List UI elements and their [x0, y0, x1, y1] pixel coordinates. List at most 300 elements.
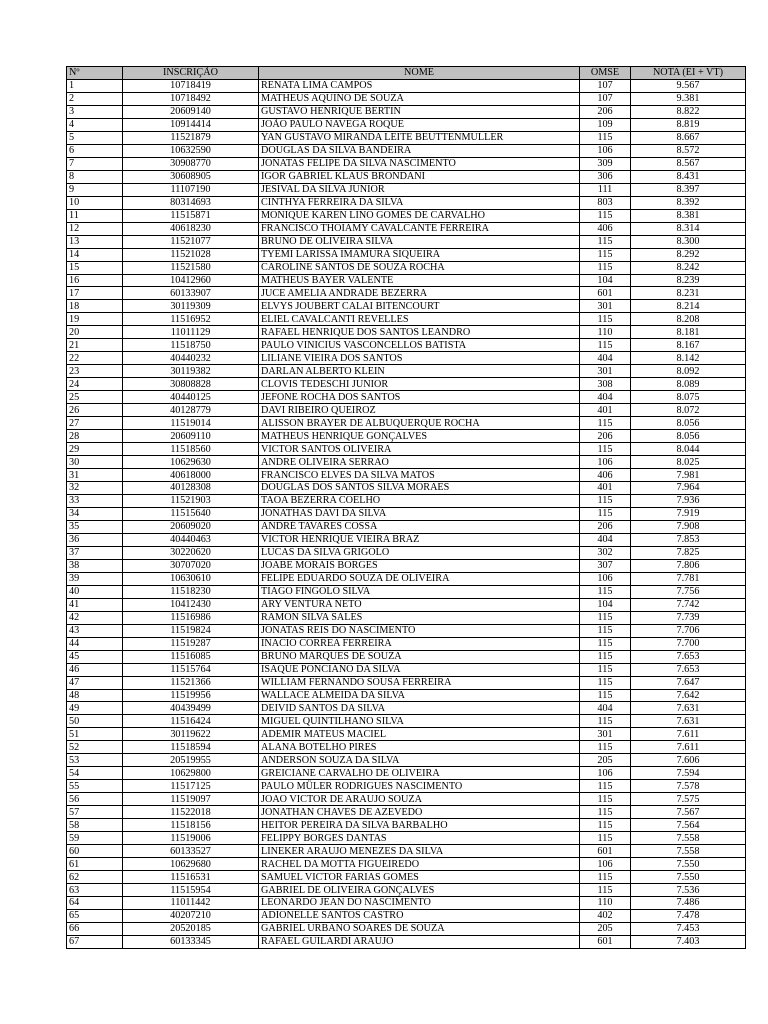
cell-nota: 7.642 [631, 689, 746, 702]
table-row [67, 546, 746, 559]
cell-nome: RENATA LIMA CAMPOS [259, 79, 580, 92]
cell-nota: 8.214 [631, 300, 746, 313]
cell-number: 28 [67, 430, 123, 443]
cell-omse: 106 [580, 456, 631, 469]
cell-number: 65 [67, 909, 123, 922]
table-row [67, 767, 746, 780]
cell-nota: 7.781 [631, 572, 746, 585]
cell-number: 61 [67, 858, 123, 871]
cell-nota: 7.936 [631, 494, 746, 507]
cell-inscricao: 11515640 [123, 507, 259, 520]
cell-inscricao: 10412430 [123, 598, 259, 611]
cell-number: 29 [67, 443, 123, 456]
table-row [67, 935, 746, 948]
cell-omse: 115 [580, 339, 631, 352]
cell-omse: 307 [580, 559, 631, 572]
cell-nota: 7.558 [631, 845, 746, 858]
cell-inscricao: 20609110 [123, 430, 259, 443]
cell-omse: 205 [580, 754, 631, 767]
cell-number: 10 [67, 196, 123, 209]
cell-omse: 309 [580, 157, 631, 170]
cell-omse: 308 [580, 378, 631, 391]
cell-inscricao: 11521580 [123, 261, 259, 274]
cell-inscricao: 20609140 [123, 105, 259, 118]
cell-omse: 106 [580, 858, 631, 871]
cell-nome: ELVYS JOUBERT CALAI BITENCOURT [259, 300, 580, 313]
table-row [67, 196, 746, 209]
cell-inscricao: 30908770 [123, 157, 259, 170]
cell-number: 23 [67, 365, 123, 378]
cell-number: 34 [67, 507, 123, 520]
cell-nota: 8.397 [631, 183, 746, 196]
cell-nome: ANDRÉ TAVARES COSSA [259, 520, 580, 533]
cell-inscricao: 40439499 [123, 702, 259, 715]
cell-nota: 8.567 [631, 157, 746, 170]
cell-inscricao: 11518594 [123, 741, 259, 754]
header-omse: OMSE [580, 67, 631, 80]
header-number: Nº [67, 67, 123, 80]
cell-nome: VICTOR SANTOS OLIVEIRA [259, 443, 580, 456]
table-row [67, 494, 746, 507]
cell-nota: 7.478 [631, 909, 746, 922]
cell-omse: 115 [580, 494, 631, 507]
cell-nome: ADEMIR MATEUS MACIEL [259, 728, 580, 741]
cell-nome: HEITOR PEREIRA DA SILVA BARBALHO [259, 819, 580, 832]
cell-nome: DEIVID SANTOS DA SILVA [259, 702, 580, 715]
cell-nome: DAVI RIBEIRO QUEIROZ [259, 404, 580, 417]
cell-number: 1 [67, 79, 123, 92]
table-row [67, 793, 746, 806]
cell-nome: CINTHYA FERREIRA DA SILVA [259, 196, 580, 209]
cell-nota: 7.653 [631, 650, 746, 663]
cell-omse: 106 [580, 144, 631, 157]
cell-inscricao: 11518230 [123, 585, 259, 598]
table-row [67, 832, 746, 845]
cell-inscricao: 11107190 [123, 183, 259, 196]
cell-number: 19 [67, 313, 123, 326]
cell-nome: YAN GUSTAVO MIRANDA LEITE BEUTTENMULLER [259, 131, 580, 144]
cell-nota: 7.575 [631, 793, 746, 806]
cell-inscricao: 40207210 [123, 909, 259, 922]
cell-number: 21 [67, 339, 123, 352]
table-row [67, 897, 746, 910]
cell-number: 39 [67, 572, 123, 585]
table-row [67, 131, 746, 144]
cell-nome: VICTOR HENRIQUE VIEIRA BRAZ [259, 533, 580, 546]
table-body [67, 79, 746, 948]
cell-inscricao: 30119309 [123, 300, 259, 313]
cell-omse: 106 [580, 572, 631, 585]
cell-inscricao: 10632590 [123, 144, 259, 157]
cell-omse: 115 [580, 676, 631, 689]
cell-nome: CAROLINE SANTOS DE SOUZA ROCHA [259, 261, 580, 274]
cell-number: 7 [67, 157, 123, 170]
cell-omse: 115 [580, 624, 631, 637]
cell-nome: BRUNO DE OLIVEIRA SILVA [259, 235, 580, 248]
table-header [67, 67, 746, 80]
cell-nome: CLOVIS TEDESCHI JUNIOR [259, 378, 580, 391]
cell-nota: 9.567 [631, 79, 746, 92]
table-row [67, 572, 746, 585]
header-inscricao: INSCRIÇÃO [123, 67, 259, 80]
cell-omse: 115 [580, 871, 631, 884]
cell-number: 46 [67, 663, 123, 676]
cell-number: 44 [67, 637, 123, 650]
cell-nome: ALISSON BRAYER DE ALBUQUERQUE ROCHA [259, 417, 580, 430]
cell-nome: TYEMI LARISSA IMAMURA SIQUEIRA [259, 248, 580, 261]
cell-number: 18 [67, 300, 123, 313]
cell-number: 36 [67, 533, 123, 546]
cell-nota: 8.231 [631, 287, 746, 300]
cell-nome: BRUNO MARQUES DE SOUZA [259, 650, 580, 663]
cell-inscricao: 60133345 [123, 935, 259, 948]
cell-nota: 8.572 [631, 144, 746, 157]
cell-nome: INACIO CORREA FERREIRA [259, 637, 580, 650]
cell-omse: 404 [580, 533, 631, 546]
cell-number: 6 [67, 144, 123, 157]
cell-inscricao: 11516952 [123, 313, 259, 326]
cell-number: 48 [67, 689, 123, 702]
table-row [67, 871, 746, 884]
cell-number: 11 [67, 209, 123, 222]
cell-inscricao: 30608905 [123, 170, 259, 183]
table-row [67, 430, 746, 443]
cell-omse: 205 [580, 922, 631, 935]
cell-nome: ANDRE OLIVEIRA SERRAO [259, 456, 580, 469]
cell-nome: WILLIAM FERNANDO SOUSA FERREIRA [259, 676, 580, 689]
cell-number: 5 [67, 131, 123, 144]
cell-nota: 8.167 [631, 339, 746, 352]
cell-nota: 7.981 [631, 469, 746, 482]
cell-omse: 601 [580, 287, 631, 300]
cell-nome: FRANCISCO ELVES DA SILVA MATOS [259, 469, 580, 482]
cell-omse: 301 [580, 300, 631, 313]
cell-omse: 301 [580, 728, 631, 741]
cell-omse: 803 [580, 196, 631, 209]
cell-inscricao: 11516085 [123, 650, 259, 663]
cell-number: 37 [67, 546, 123, 559]
cell-nota: 8.431 [631, 170, 746, 183]
cell-nota: 8.242 [631, 261, 746, 274]
cell-nota: 7.653 [631, 663, 746, 676]
cell-number: 32 [67, 482, 123, 495]
cell-inscricao: 10629680 [123, 858, 259, 871]
cell-nota: 8.025 [631, 456, 746, 469]
cell-number: 40 [67, 585, 123, 598]
cell-omse: 115 [580, 663, 631, 676]
table-row [67, 456, 746, 469]
cell-inscricao: 11518750 [123, 339, 259, 352]
cell-omse: 115 [580, 832, 631, 845]
table-row [67, 624, 746, 637]
cell-number: 43 [67, 624, 123, 637]
cell-inscricao: 80314693 [123, 196, 259, 209]
cell-omse: 115 [580, 131, 631, 144]
cell-number: 47 [67, 676, 123, 689]
cell-omse: 206 [580, 520, 631, 533]
cell-omse: 109 [580, 118, 631, 131]
table-row [67, 118, 746, 131]
cell-nome: MATHEUS BAYER VALENTE [259, 274, 580, 287]
cell-number: 4 [67, 118, 123, 131]
cell-inscricao: 30119382 [123, 365, 259, 378]
table-row [67, 261, 746, 274]
cell-omse: 107 [580, 79, 631, 92]
cell-omse: 110 [580, 326, 631, 339]
cell-nome: TAOA BEZERRA COELHO [259, 494, 580, 507]
cell-nome: RAFAEL GUILARDI ARAUJO [259, 935, 580, 948]
cell-nota: 7.647 [631, 676, 746, 689]
cell-nome: MATHEUS AQUINO DE SOUZA [259, 92, 580, 105]
cell-nome: GUSTAVO HENRIQUE BERTIN [259, 105, 580, 118]
cell-number: 53 [67, 754, 123, 767]
cell-number: 35 [67, 520, 123, 533]
cell-nota: 7.739 [631, 611, 746, 624]
cell-nota: 8.822 [631, 105, 746, 118]
cell-nota: 8.075 [631, 391, 746, 404]
table-row [67, 715, 746, 728]
cell-inscricao: 11516986 [123, 611, 259, 624]
cell-inscricao: 11521879 [123, 131, 259, 144]
cell-nome: DOUGLAS DA SILVA BANDEIRA [259, 144, 580, 157]
cell-number: 66 [67, 922, 123, 935]
cell-nome: LINEKER ARAUJO MENEZES DA SILVA [259, 845, 580, 858]
table-row [67, 598, 746, 611]
cell-nome: RAFAEL HENRIQUE DOS SANTOS LEANDRO [259, 326, 580, 339]
cell-nota: 8.181 [631, 326, 746, 339]
cell-omse: 404 [580, 391, 631, 404]
table-row [67, 339, 746, 352]
cell-nome: FRANCISCO THOIAMY CAVALCANTE FERREIRA [259, 222, 580, 235]
cell-inscricao: 40128779 [123, 404, 259, 417]
cell-nome: JOABE MORAIS BORGES [259, 559, 580, 572]
cell-nome: JESIVAL DA SILVA JUNIOR [259, 183, 580, 196]
cell-nota: 7.594 [631, 767, 746, 780]
table-row [67, 144, 746, 157]
cell-inscricao: 11521366 [123, 676, 259, 689]
cell-number: 25 [67, 391, 123, 404]
cell-omse: 404 [580, 702, 631, 715]
cell-omse: 601 [580, 935, 631, 948]
table-row [67, 533, 746, 546]
cell-nome: GABRIEL DE OLIVEIRA GONÇALVES [259, 884, 580, 897]
cell-nome: LEONARDO JEAN DO NASCIMENTO [259, 897, 580, 910]
cell-inscricao: 11519006 [123, 832, 259, 845]
cell-nota: 8.300 [631, 235, 746, 248]
cell-omse: 115 [580, 884, 631, 897]
cell-inscricao: 11518560 [123, 443, 259, 456]
cell-number: 64 [67, 897, 123, 910]
cell-nome: SAMUEL VICTOR FARIAS GOMES [259, 871, 580, 884]
cell-number: 42 [67, 611, 123, 624]
cell-nota: 9.381 [631, 92, 746, 105]
cell-omse: 111 [580, 183, 631, 196]
cell-nome: ANDERSON SOUZA DA SILVA [259, 754, 580, 767]
table-row [67, 469, 746, 482]
cell-nota: 8.056 [631, 417, 746, 430]
cell-inscricao: 10629630 [123, 456, 259, 469]
cell-nota: 8.239 [631, 274, 746, 287]
cell-omse: 104 [580, 274, 631, 287]
table-row [67, 507, 746, 520]
cell-nota: 8.392 [631, 196, 746, 209]
cell-nota: 7.536 [631, 884, 746, 897]
cell-nota: 7.631 [631, 715, 746, 728]
cell-number: 49 [67, 702, 123, 715]
table-row [67, 780, 746, 793]
table-row [67, 611, 746, 624]
table-row [67, 157, 746, 170]
table-row [67, 845, 746, 858]
cell-nome: RACHEL DA MOTTA FIGUEIREDO [259, 858, 580, 871]
cell-omse: 115 [580, 611, 631, 624]
table-row [67, 754, 746, 767]
cell-nota: 7.611 [631, 741, 746, 754]
cell-nota: 7.853 [631, 533, 746, 546]
cell-inscricao: 40128308 [123, 482, 259, 495]
cell-nome: IGOR GABRIEL KLAUS BRONDANI [259, 170, 580, 183]
cell-omse: 115 [580, 209, 631, 222]
table-row [67, 222, 746, 235]
cell-number: 59 [67, 832, 123, 845]
cell-nota: 7.706 [631, 624, 746, 637]
cell-omse: 104 [580, 598, 631, 611]
cell-nota: 8.142 [631, 352, 746, 365]
cell-nota: 7.631 [631, 702, 746, 715]
cell-number: 67 [67, 935, 123, 948]
cell-number: 63 [67, 884, 123, 897]
table-row [67, 391, 746, 404]
table-row [67, 689, 746, 702]
cell-inscricao: 11515954 [123, 884, 259, 897]
cell-number: 51 [67, 728, 123, 741]
cell-omse: 115 [580, 637, 631, 650]
table-row [67, 378, 746, 391]
cell-inscricao: 30707020 [123, 559, 259, 572]
cell-inscricao: 11011442 [123, 897, 259, 910]
cell-number: 8 [67, 170, 123, 183]
cell-nome: MIGUEL QUINTILHANO SILVA [259, 715, 580, 728]
cell-omse: 115 [580, 585, 631, 598]
cell-inscricao: 40618230 [123, 222, 259, 235]
cell-number: 14 [67, 248, 123, 261]
cell-inscricao: 40440125 [123, 391, 259, 404]
cell-nome: GABRIEL URBANO SOARES DE SOUZA [259, 922, 580, 935]
cell-nota: 8.056 [631, 430, 746, 443]
cell-nome: JUCE AMELIA ANDRADE BEZERRA [259, 287, 580, 300]
cell-nome: ELIEL CAVALCANTI REVELLES [259, 313, 580, 326]
cell-nota: 7.964 [631, 482, 746, 495]
cell-omse: 404 [580, 352, 631, 365]
cell-inscricao: 10718492 [123, 92, 259, 105]
cell-inscricao: 11519287 [123, 637, 259, 650]
cell-omse: 402 [580, 909, 631, 922]
cell-inscricao: 11518156 [123, 819, 259, 832]
cell-omse: 115 [580, 261, 631, 274]
cell-number: 55 [67, 780, 123, 793]
cell-number: 15 [67, 261, 123, 274]
cell-omse: 401 [580, 482, 631, 495]
table-row [67, 287, 746, 300]
cell-omse: 115 [580, 443, 631, 456]
cell-omse: 115 [580, 819, 631, 832]
cell-nota: 7.567 [631, 806, 746, 819]
cell-nota: 7.453 [631, 922, 746, 935]
cell-number: 52 [67, 741, 123, 754]
cell-inscricao: 11519097 [123, 793, 259, 806]
cell-omse: 115 [580, 689, 631, 702]
cell-nota: 7.908 [631, 520, 746, 533]
cell-inscricao: 11517125 [123, 780, 259, 793]
table-row [67, 637, 746, 650]
cell-nota: 7.806 [631, 559, 746, 572]
cell-nome: JONATHAN CHAVES DE AZEVEDO [259, 806, 580, 819]
cell-number: 62 [67, 871, 123, 884]
cell-inscricao: 11519824 [123, 624, 259, 637]
cell-inscricao: 10914414 [123, 118, 259, 131]
cell-inscricao: 11516424 [123, 715, 259, 728]
cell-number: 54 [67, 767, 123, 780]
cell-inscricao: 11521077 [123, 235, 259, 248]
cell-nome: JONATAS REIS DO NASCIMENTO [259, 624, 580, 637]
cell-inscricao: 10718419 [123, 79, 259, 92]
cell-nota: 8.044 [631, 443, 746, 456]
cell-omse: 206 [580, 430, 631, 443]
cell-number: 27 [67, 417, 123, 430]
cell-nota: 7.564 [631, 819, 746, 832]
table-row [67, 741, 746, 754]
cell-number: 20 [67, 326, 123, 339]
cell-nome: WALLACE ALMEIDA DA SILVA [259, 689, 580, 702]
cell-nome: DOUGLAS DOS SANTOS SILVA MORAES [259, 482, 580, 495]
cell-nota: 8.208 [631, 313, 746, 326]
cell-inscricao: 30119622 [123, 728, 259, 741]
cell-nome: ALANA BOTELHO PIRES [259, 741, 580, 754]
cell-inscricao: 11515764 [123, 663, 259, 676]
cell-omse: 406 [580, 469, 631, 482]
cell-number: 13 [67, 235, 123, 248]
cell-nota: 7.550 [631, 871, 746, 884]
table-row [67, 650, 746, 663]
table-row [67, 79, 746, 92]
table-row [67, 326, 746, 339]
table-row [67, 248, 746, 261]
table-row [67, 806, 746, 819]
cell-nota: 7.550 [631, 858, 746, 871]
cell-nome: JOÃO PAULO NAVEGA ROQUE [259, 118, 580, 131]
table-row [67, 728, 746, 741]
cell-nome: PAULO MÜLER RODRIGUES NASCIMENTO [259, 780, 580, 793]
cell-number: 26 [67, 404, 123, 417]
table-row [67, 443, 746, 456]
cell-inscricao: 10630610 [123, 572, 259, 585]
cell-omse: 106 [580, 767, 631, 780]
cell-nome: ISAQUE PONCIANO DA SILVA [259, 663, 580, 676]
cell-nota: 8.292 [631, 248, 746, 261]
header-row [67, 67, 746, 80]
cell-inscricao: 20519955 [123, 754, 259, 767]
cell-inscricao: 11515871 [123, 209, 259, 222]
table-row [67, 819, 746, 832]
cell-nota: 7.606 [631, 754, 746, 767]
table-row [67, 92, 746, 105]
cell-omse: 115 [580, 235, 631, 248]
table-row [67, 209, 746, 222]
cell-omse: 401 [580, 404, 631, 417]
cell-inscricao: 60133527 [123, 845, 259, 858]
cell-number: 22 [67, 352, 123, 365]
cell-inscricao: 11516531 [123, 871, 259, 884]
